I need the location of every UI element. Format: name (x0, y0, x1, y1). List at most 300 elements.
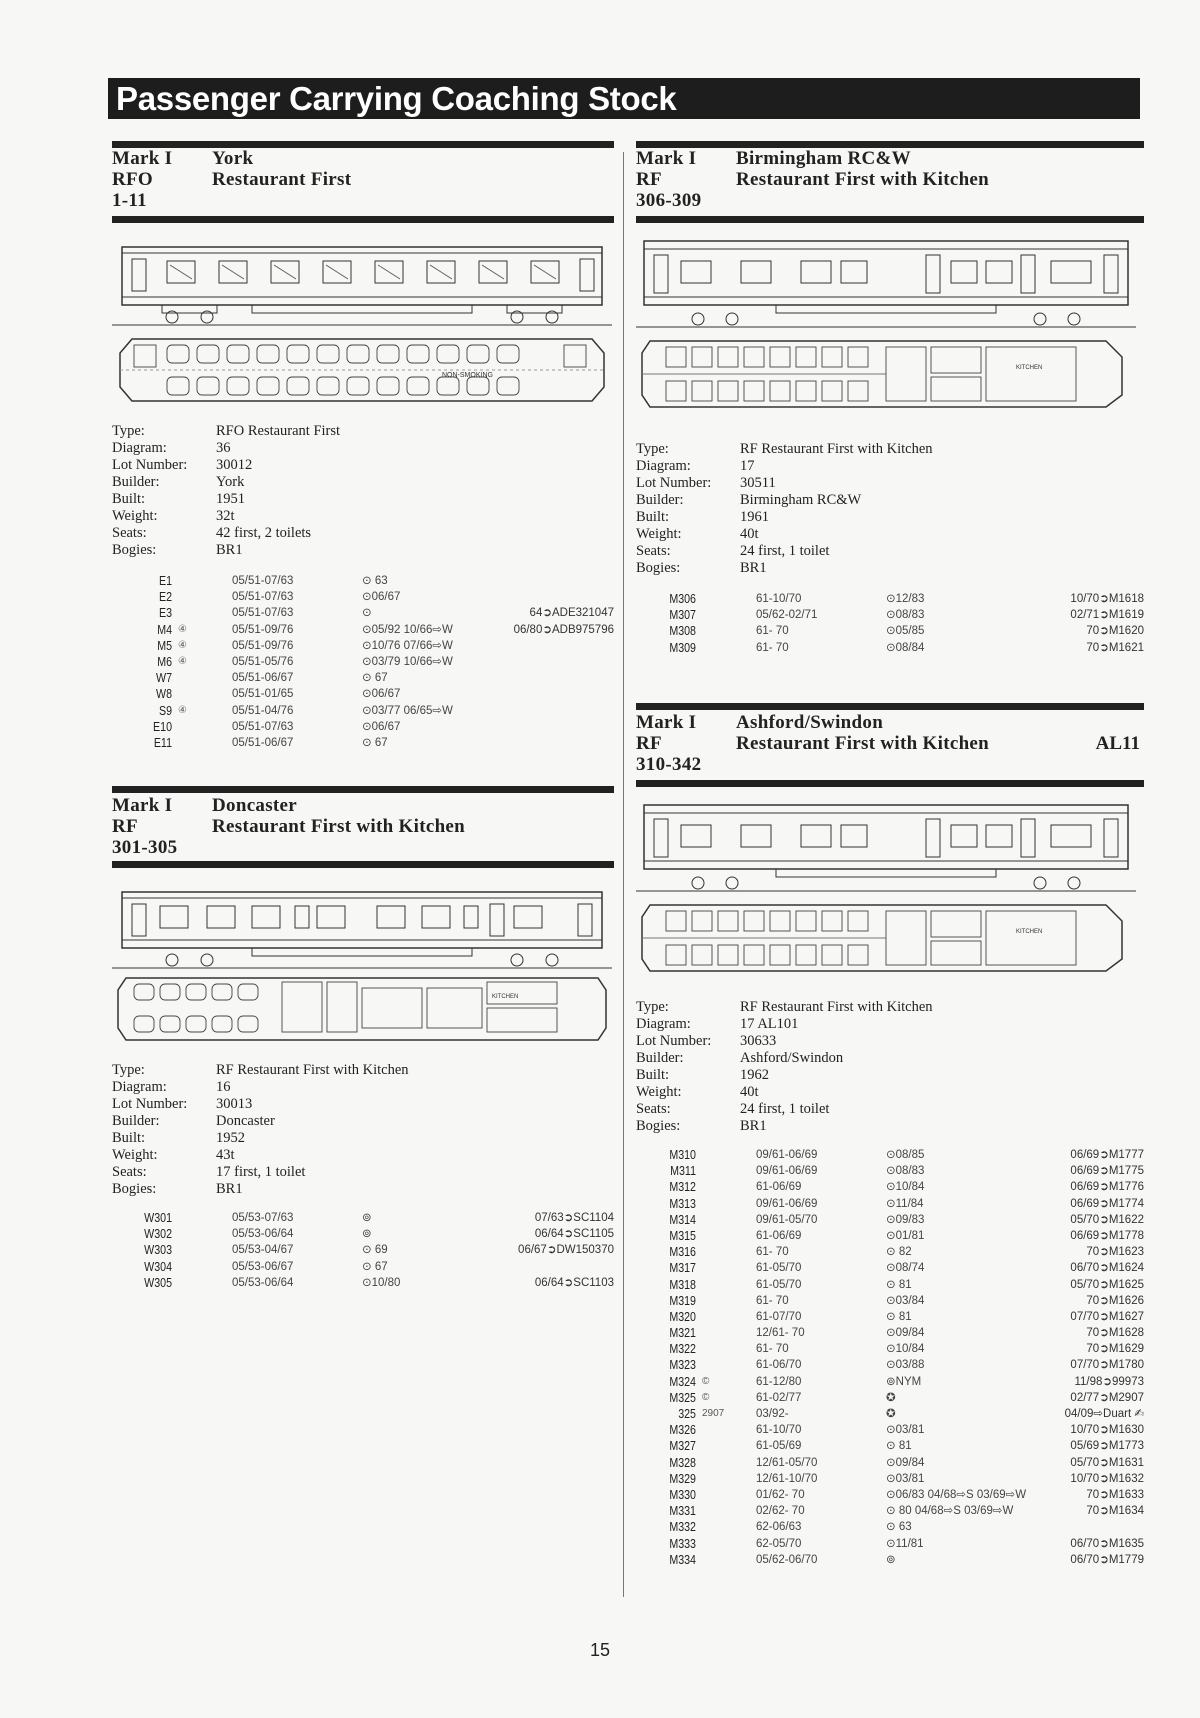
renumbering: 02/77➲M2907 (1070, 1391, 1144, 1404)
description: Restaurant First with Kitchen (736, 733, 990, 754)
svg-text:NON-SMOKING: NON-SMOKING (442, 372, 493, 379)
in-service-dates: 05/51-07/63 (232, 607, 294, 620)
coach-number: 325 (678, 1406, 696, 1421)
coach-number: E3 (158, 605, 172, 621)
withdrawal-info: ⊙10/80 (362, 1276, 401, 1289)
section-header (112, 795, 614, 859)
coach-number: E11 (153, 734, 172, 750)
coach-number: M6 (157, 653, 172, 669)
coach-number: M306 (669, 591, 696, 606)
section-rule (636, 780, 1144, 787)
stock-row (112, 638, 614, 654)
coach-number: M307 (669, 607, 696, 623)
coach-number: E1 (158, 573, 172, 588)
stock-row (636, 591, 1144, 607)
withdrawal-info: ⊙03/81 (886, 1424, 925, 1437)
alternate-code: AL11 (1095, 733, 1140, 754)
in-service-dates: 61-06/70 (756, 1359, 802, 1372)
coach-number: M317 (669, 1260, 696, 1276)
section-rf-310-342 (636, 703, 1144, 1568)
coach-floor-plan (112, 333, 614, 407)
coach-number: W301 (144, 1210, 172, 1225)
spec-bogies: BR1 (740, 1118, 767, 1134)
in-service-dates: 05/53-06/64 (232, 1276, 294, 1289)
withdrawal-info: ⊙ 69 (362, 1244, 388, 1257)
withdrawal-info: ⊙08/85 (886, 1149, 925, 1161)
withdrawal-info: ⊙10/84 (886, 1181, 925, 1194)
withdrawal-info: ⊙08/74 (886, 1262, 925, 1275)
stock-row (112, 1226, 614, 1242)
coach-number: W303 (144, 1242, 172, 1258)
in-service-dates: 05/51-07/63 (232, 720, 294, 733)
in-service-dates: 61-12/80 (756, 1375, 802, 1388)
description: Restaurant First with Kitchen (736, 169, 990, 190)
code: RFO (112, 169, 154, 190)
stock-row (112, 703, 614, 719)
renumbering: 70➲M1626 (1086, 1294, 1144, 1307)
coach-side-elevation (636, 797, 1144, 893)
renumbering: 02/71➲M1619 (1070, 609, 1144, 622)
stock-row (636, 1471, 1144, 1487)
coach-number: M328 (669, 1454, 696, 1470)
in-service-dates: 61-05/70 (756, 1262, 802, 1275)
renumbering: 06/64➲SC1105 (534, 1228, 614, 1241)
withdrawal-info: ⊙ 81 (886, 1310, 912, 1323)
coach-number: M334 (669, 1551, 696, 1567)
renumbering: 07/70➲M1780 (1070, 1359, 1144, 1372)
withdrawal-info: ⊙ (362, 607, 372, 620)
in-service-dates: 05/53-04/67 (232, 1244, 294, 1257)
coach-floor-plan (636, 333, 1144, 415)
stock-row (636, 1503, 1144, 1519)
coach-number: M316 (669, 1244, 696, 1260)
spec-builder: Birmingham RC&W (740, 492, 862, 508)
coach-number: M329 (669, 1470, 696, 1486)
renumbering: 05/69➲M1773 (1070, 1440, 1144, 1453)
coach-number: M5 (157, 637, 172, 653)
stock-row (636, 1536, 1144, 1552)
coach-marker: 2907 (702, 1408, 725, 1419)
stock-row (112, 589, 614, 605)
stock-row (636, 1552, 1144, 1568)
stock-row (112, 573, 614, 589)
in-service-dates: 09/61-05/70 (756, 1213, 818, 1226)
spec-lot: 30013 (216, 1096, 253, 1112)
withdrawal-info: ⊙10/76 07/66⇨W (362, 639, 453, 652)
renumbering: 06/70➲M1635 (1070, 1537, 1144, 1550)
in-service-dates: 61-02/77 (756, 1391, 802, 1404)
stock-row (112, 735, 614, 751)
coach-number: M315 (669, 1227, 696, 1243)
section-rf-301-305 (112, 786, 614, 1291)
specification-list: Type: RF Restaurant First with Kitchen Diagram: 17 AL101 Lot Number: 30633 Builder: Ashford/Swindon Built: 1962 Weight: 40t Seats: 24 first, 1 toilet Bogies: BR1 (636, 999, 933, 1134)
section-rule (112, 141, 614, 148)
renumbering: 06/69➲M1776 (1070, 1181, 1144, 1194)
stock-row (636, 1390, 1144, 1406)
in-service-dates: 05/51-09/76 (232, 639, 294, 652)
spec-built: 1961 (740, 509, 769, 525)
withdrawal-info: ⊙08/83 (886, 609, 925, 622)
withdrawal-info: ⊙01/81 (886, 1229, 925, 1242)
stock-row (636, 1406, 1144, 1422)
withdrawal-info: ⊙09/83 (886, 1213, 925, 1226)
withdrawal-info: ⊙ 63 (362, 575, 388, 587)
number-range: 306-309 (636, 190, 702, 211)
stock-list (636, 1147, 1144, 1568)
in-service-dates: 61- 70 (756, 1246, 789, 1259)
coach-marker: © (702, 1391, 710, 1403)
spec-built: 1951 (216, 491, 245, 507)
in-service-dates: 05/53-07/63 (232, 1212, 294, 1224)
spec-weight: 40t (740, 1084, 759, 1100)
withdrawal-info: ⊚ (362, 1212, 372, 1224)
in-service-dates: 09/61-06/69 (756, 1149, 818, 1161)
renumbering: 06/64➲SC1103 (534, 1276, 614, 1289)
column-divider (623, 152, 624, 1597)
coach-number: E10 (153, 718, 172, 734)
in-service-dates: 05/51-06/67 (232, 672, 294, 685)
number-range: 301-305 (112, 837, 178, 858)
spec-diagram: 36 (216, 440, 231, 456)
renumbering: 70➲M1628 (1086, 1327, 1144, 1340)
stock-row (112, 605, 614, 621)
coach-side-elevation (112, 884, 614, 970)
code: RF (112, 816, 138, 837)
coach-number: M4 (157, 621, 172, 637)
renumbering: 05/70➲M1625 (1070, 1278, 1144, 1291)
coach-marker: ④ (178, 655, 187, 667)
coach-marker: ④ (178, 623, 187, 635)
withdrawal-info: ⊙09/84 (886, 1456, 925, 1469)
withdrawal-info: ⊙05/85 (886, 625, 925, 638)
withdrawal-info: ⊙03/79 10/66⇨W (362, 655, 453, 668)
mark: Mark I (112, 148, 173, 169)
renumbering: 64➲ADE321047 (529, 607, 614, 620)
in-service-dates: 61- 70 (756, 625, 789, 638)
number-range: 310-342 (636, 754, 702, 775)
spec-type: RF Restaurant First with Kitchen (740, 441, 933, 457)
stock-row (112, 654, 614, 670)
spec-lot: 30633 (740, 1033, 777, 1049)
svg-text:KITCHEN: KITCHEN (1016, 929, 1043, 935)
renumbering: 04/09⇨Duart ✍ (1064, 1408, 1144, 1420)
coach-number: M310 (669, 1147, 696, 1162)
withdrawal-info: ⊙05/92 10/66⇨W (362, 623, 453, 636)
stock-list (112, 573, 614, 751)
stock-row (112, 622, 614, 638)
stock-row (636, 1341, 1144, 1357)
mark: Mark I (636, 712, 697, 733)
withdrawal-info: ⊙11/84 (886, 1197, 924, 1210)
stock-row (636, 640, 1144, 656)
spec-built: 1962 (740, 1067, 769, 1083)
spec-bogies: BR1 (740, 560, 767, 576)
withdrawal-info: ⊙10/84 (886, 1343, 925, 1356)
in-service-dates: 61-07/70 (756, 1310, 802, 1323)
in-service-dates: 05/62-02/71 (756, 609, 818, 622)
in-service-dates: 61-06/69 (756, 1181, 802, 1194)
renumbering: 05/70➲M1622 (1070, 1213, 1144, 1226)
coach-number: M312 (669, 1179, 696, 1195)
in-service-dates: 05/51-07/63 (232, 591, 294, 604)
in-service-dates: 12/61- 70 (756, 1327, 805, 1340)
stock-row (636, 1325, 1144, 1341)
specification-list: Type: RFO Restaurant First Diagram: 36 Lot Number: 30012 Builder: York Built: 1951 Weight: 32t Seats: 42 first, 2 toilets Bogies: BR1 (112, 423, 341, 558)
coach-number: W305 (144, 1274, 172, 1290)
description: Restaurant First with Kitchen (212, 816, 466, 837)
spec-builder: York (216, 474, 245, 490)
coach-number: W7 (156, 670, 172, 686)
renumbering: 07/63➲SC1104 (534, 1212, 614, 1224)
stock-row (636, 607, 1144, 623)
section-header (636, 148, 1144, 212)
coach-number: M326 (669, 1422, 696, 1438)
stock-row (636, 1277, 1144, 1293)
coach-number: E2 (158, 589, 172, 605)
stock-row (636, 1147, 1144, 1163)
withdrawal-info: ✪ (886, 1408, 896, 1420)
coach-marker: © (702, 1375, 710, 1387)
in-service-dates: 03/92- (756, 1408, 789, 1420)
coach-number: M321 (669, 1325, 696, 1341)
spec-weight: 40t (740, 526, 759, 542)
spec-diagram: 17 AL101 (740, 1016, 799, 1032)
stock-row (636, 1228, 1144, 1244)
in-service-dates: 61-10/70 (756, 593, 802, 605)
spec-builder: Doncaster (216, 1113, 275, 1129)
spec-builder: Ashford/Swindon (740, 1050, 844, 1066)
spec-weight: 32t (216, 508, 235, 524)
coach-floor-plan (112, 972, 614, 1052)
spec-diagram: 17 (740, 458, 755, 474)
renumbering: 06/67➲DW150370 (518, 1244, 614, 1257)
stock-row (636, 1196, 1144, 1212)
section-header (636, 712, 1144, 776)
withdrawal-info: ⊙ 67 (362, 1260, 388, 1273)
stock-row (636, 1260, 1144, 1276)
withdrawal-info: ⊚ (886, 1553, 896, 1566)
withdrawal-info: ⊙03/84 (886, 1294, 925, 1307)
builder-name: Ashford/Swindon (736, 712, 884, 733)
withdrawal-info: ⊙06/67 (362, 688, 401, 701)
spec-type: RF Restaurant First with Kitchen (740, 999, 933, 1015)
stock-row (636, 1244, 1144, 1260)
in-service-dates: 02/62- 70 (756, 1505, 805, 1518)
spec-type: RF Restaurant First with Kitchen (216, 1062, 409, 1078)
spec-lot: 30012 (216, 457, 253, 473)
section-rule (636, 703, 1144, 710)
page-number: 15 (589, 1640, 611, 1660)
renumbering: 11/98➲99973 (1074, 1375, 1144, 1388)
stock-row (112, 1210, 614, 1226)
spec-diagram: 16 (216, 1079, 231, 1095)
builder-name: York (212, 148, 254, 169)
stock-row (112, 686, 614, 702)
in-service-dates: 12/61-05/70 (756, 1456, 818, 1469)
number-range: 1-11 (112, 190, 147, 211)
withdrawal-info: ⊙ 81 (886, 1440, 912, 1453)
stock-row (636, 1455, 1144, 1471)
coach-number: M308 (669, 623, 696, 639)
stock-row (636, 1212, 1144, 1228)
renumbering: 10/70➲M1630 (1070, 1424, 1144, 1437)
stock-row (112, 1275, 614, 1291)
coach-number: M313 (669, 1195, 696, 1211)
renumbering: 10/70➲M1632 (1070, 1472, 1144, 1485)
in-service-dates: 61- 70 (756, 1294, 789, 1307)
spec-lot: 30511 (740, 475, 776, 491)
section-rule (112, 861, 614, 868)
withdrawal-info: ⊚ (362, 1228, 372, 1241)
mark: Mark I (636, 148, 697, 169)
coach-number: M333 (669, 1535, 696, 1551)
coach-side-elevation (112, 239, 614, 327)
section-rule (636, 141, 1144, 148)
withdrawal-info: ⊙ 81 (886, 1278, 912, 1291)
spec-seats: 24 first, 1 toilet (740, 543, 830, 559)
renumbering: 70➲M1634 (1086, 1505, 1144, 1518)
coach-number: M331 (669, 1503, 696, 1519)
coach-number: M323 (669, 1357, 696, 1373)
withdrawal-info: ⊙08/84 (886, 641, 925, 654)
withdrawal-info: ✪ (886, 1391, 896, 1404)
withdrawal-info: ⊙ 82 (886, 1246, 912, 1259)
in-service-dates: 05/51-04/76 (232, 704, 294, 717)
in-service-dates: 61- 70 (756, 641, 789, 654)
renumbering: 05/70➲M1631 (1070, 1456, 1144, 1469)
spec-weight: 43t (216, 1147, 235, 1163)
withdrawal-info: ⊙09/84 (886, 1327, 925, 1340)
withdrawal-info: ⊙ 67 (362, 736, 388, 749)
coach-number: M320 (669, 1308, 696, 1324)
coach-number: M314 (669, 1211, 696, 1227)
coach-number: M309 (669, 639, 696, 655)
renumbering: 70➲M1623 (1086, 1246, 1144, 1259)
withdrawal-info: ⊚NYM (886, 1375, 922, 1388)
coach-number: S9 (158, 702, 172, 718)
specification-list: Type: RF Restaurant First with Kitchen Diagram: 17 Lot Number: 30511 Builder: Birmingham RC&W Built: 1961 Weight: 40t Seats: 24 first, 1 toilet Bogies: BR1 (636, 441, 933, 576)
coach-number: W8 (156, 686, 172, 702)
code: RF (636, 169, 662, 190)
spec-built: 1952 (216, 1130, 245, 1146)
renumbering: 70➲M1633 (1086, 1488, 1144, 1501)
stock-row (112, 1259, 614, 1275)
in-service-dates: 61- 70 (756, 1343, 789, 1356)
specification-list: Type: RF Restaurant First with Kitchen Diagram: 16 Lot Number: 30013 Builder: Doncaster Built: 1952 Weight: 43t Seats: 17 first, 1 toilet Bogies: BR1 (112, 1062, 409, 1197)
in-service-dates: 05/51-06/67 (232, 736, 294, 749)
in-service-dates: 05/53-06/67 (232, 1260, 294, 1273)
coach-number: M327 (669, 1438, 696, 1454)
stock-row (636, 1309, 1144, 1325)
in-service-dates: 61-05/70 (756, 1278, 802, 1291)
in-service-dates: 05/53-06/64 (232, 1228, 294, 1241)
mark: Mark I (112, 795, 173, 816)
renumbering: 06/69➲M1774 (1070, 1197, 1144, 1210)
coach-number: M322 (669, 1341, 696, 1357)
stock-row (636, 1163, 1144, 1179)
renumbering: 70➲M1620 (1086, 625, 1144, 638)
stock-list (112, 1210, 614, 1291)
builder-name: Doncaster (212, 795, 298, 816)
withdrawal-info: ⊙12/83 (886, 593, 925, 605)
coach-number: W302 (144, 1226, 172, 1242)
section-rule (112, 216, 614, 223)
coach-marker: ④ (178, 639, 187, 651)
in-service-dates: 05/51-01/65 (232, 688, 294, 701)
withdrawal-info: ⊙08/83 (886, 1165, 925, 1178)
page-title: Passenger Carrying Coaching Stock (108, 78, 1140, 119)
stock-row (636, 1179, 1144, 1195)
section-header (112, 148, 614, 212)
stock-row (112, 670, 614, 686)
in-service-dates: 05/51-09/76 (232, 623, 294, 636)
stock-row (636, 1374, 1144, 1390)
renumbering: 10/70➲M1618 (1070, 593, 1144, 605)
spec-seats: 42 first, 2 toilets (216, 525, 312, 541)
stock-row (112, 1242, 614, 1258)
in-service-dates: 61-10/70 (756, 1424, 802, 1437)
spec-seats: 24 first, 1 toilet (740, 1101, 830, 1117)
builder-name: Birmingham RC&W (736, 148, 911, 169)
stock-row (636, 623, 1144, 639)
withdrawal-info: ⊙03/88 (886, 1359, 925, 1372)
withdrawal-info: ⊙06/67 (362, 591, 401, 604)
stock-row (636, 1293, 1144, 1309)
in-service-dates: 05/51-05/76 (232, 655, 294, 668)
stock-row (636, 1422, 1144, 1438)
stock-row (636, 1438, 1144, 1454)
in-service-dates: 62-06/63 (756, 1521, 802, 1534)
coach-side-elevation (636, 233, 1144, 329)
section-rfo-1-11 (112, 141, 614, 751)
svg-text:KITCHEN: KITCHEN (1016, 365, 1043, 371)
renumbering: 70➲M1621 (1086, 641, 1144, 654)
withdrawal-info: ⊙03/81 (886, 1472, 925, 1485)
spec-bogies: BR1 (216, 542, 243, 558)
stock-row (636, 1519, 1144, 1535)
coach-number: M324 (669, 1373, 696, 1389)
in-service-dates: 01/62- 70 (756, 1488, 805, 1501)
withdrawal-info: ⊙06/83 04/68⇨S 03/69⇨W (886, 1488, 1027, 1501)
withdrawal-info: ⊙06/67 (362, 720, 401, 733)
withdrawal-info: ⊙ 80 04/68⇨S 03/69⇨W (886, 1505, 1014, 1518)
in-service-dates: 09/61-06/69 (756, 1197, 818, 1210)
svg-text:KITCHEN: KITCHEN (492, 994, 519, 1000)
coach-marker: ④ (178, 704, 187, 716)
code: RF (636, 733, 662, 754)
in-service-dates: 61-05/69 (756, 1440, 802, 1453)
in-service-dates: 05/62-06/70 (756, 1553, 818, 1566)
stock-list (636, 591, 1144, 656)
in-service-dates: 61-06/69 (756, 1229, 802, 1242)
in-service-dates: 62-05/70 (756, 1537, 802, 1550)
in-service-dates: 09/61-06/69 (756, 1165, 818, 1178)
renumbering: 07/70➲M1627 (1070, 1310, 1144, 1323)
stock-row (636, 1487, 1144, 1503)
section-rf-306-309 (636, 141, 1144, 656)
coach-number: W304 (144, 1258, 172, 1274)
spec-seats: 17 first, 1 toilet (216, 1164, 306, 1180)
in-service-dates: 05/51-07/63 (232, 575, 294, 587)
renumbering: 06/69➲M1778 (1070, 1229, 1144, 1242)
renumbering: 70➲M1629 (1086, 1343, 1144, 1356)
stock-row (112, 719, 614, 735)
withdrawal-info: ⊙ 63 (886, 1521, 912, 1534)
withdrawal-info: ⊙03/77 06/65⇨W (362, 704, 453, 717)
withdrawal-info: ⊙11/81 (886, 1537, 924, 1550)
coach-floor-plan (636, 897, 1144, 979)
stock-row (636, 1357, 1144, 1373)
